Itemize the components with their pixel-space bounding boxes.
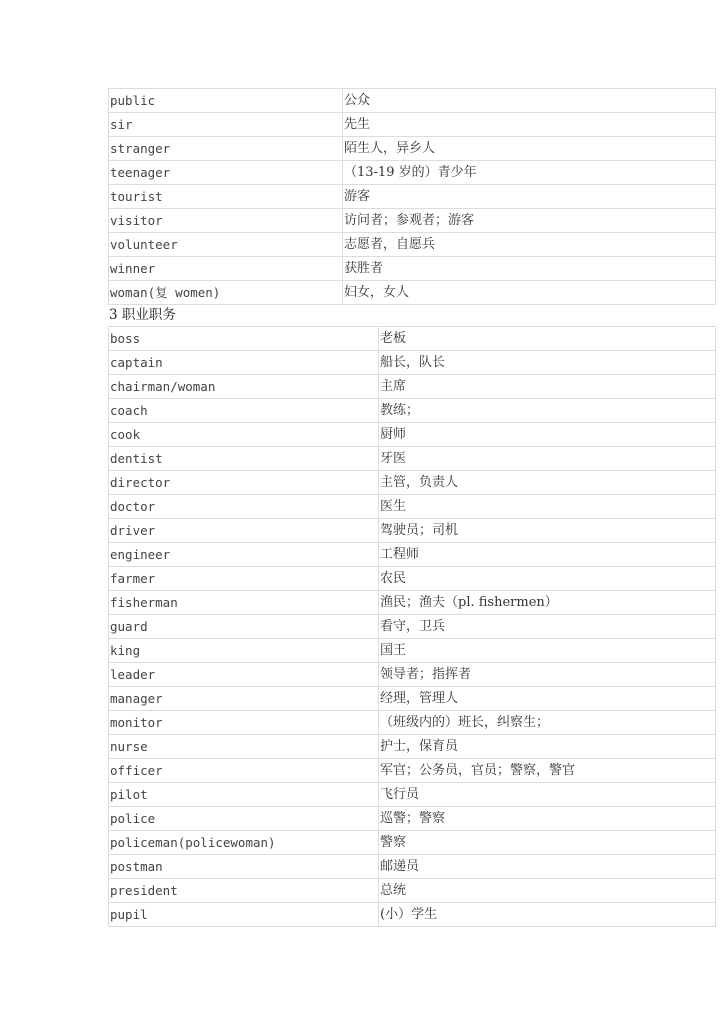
english-word-cell: engineer (109, 543, 379, 567)
english-word-cell: director (109, 471, 379, 495)
chinese-meaning-cell: 游客 (343, 185, 716, 209)
chinese-meaning-cell: 主席 (379, 375, 716, 399)
english-word-cell: manager (109, 687, 379, 711)
chinese-meaning-cell: 看守，卫兵 (379, 615, 716, 639)
chinese-meaning-cell: 主管，负责人 (379, 471, 716, 495)
english-word-cell: fisherman (109, 591, 379, 615)
chinese-meaning-cell: （班级内的）班长，纠察生； (379, 711, 716, 735)
chinese-meaning-cell: 护士，保育员 (379, 735, 716, 759)
english-word-cell: coach (109, 399, 379, 423)
table-row (109, 807, 716, 831)
chinese-meaning-cell: (小）学生 (379, 903, 716, 927)
table-row (109, 257, 716, 281)
english-word-cell: police (109, 807, 379, 831)
table-body (109, 89, 716, 305)
document-page (108, 88, 715, 927)
chinese-meaning-cell: 警察 (379, 831, 716, 855)
chinese-meaning-cell: 访问者；参观者；游客 (343, 209, 716, 233)
table-row (109, 399, 716, 423)
table-row (109, 327, 716, 351)
table-row (109, 281, 716, 305)
table-row (109, 663, 716, 687)
table-row (109, 89, 716, 113)
table-row (109, 495, 716, 519)
table-row (109, 447, 716, 471)
chinese-meaning-cell: 教练； (379, 399, 716, 423)
table-row (109, 351, 716, 375)
chinese-meaning-cell: 医生 (379, 495, 716, 519)
table-row (109, 519, 716, 543)
english-word-cell: chairman/woman (109, 375, 379, 399)
english-word-cell: monitor (109, 711, 379, 735)
english-word-cell: driver (109, 519, 379, 543)
chinese-meaning-cell: 巡警；警察 (379, 807, 716, 831)
section-title: 3 职业职务 (109, 307, 176, 323)
table-row (109, 615, 716, 639)
vocabulary-table-people (108, 88, 716, 305)
english-word-cell: officer (109, 759, 379, 783)
english-word-cell: sir (109, 113, 343, 137)
english-word-cell: volunteer (109, 233, 343, 257)
chinese-meaning-cell: 志愿者，自愿兵 (343, 233, 716, 257)
table-row (109, 759, 716, 783)
english-word-cell: farmer (109, 567, 379, 591)
english-word-cell: president (109, 879, 379, 903)
chinese-meaning-cell: 经理，管理人 (379, 687, 716, 711)
chinese-meaning-cell: 驾驶员；司机 (379, 519, 716, 543)
english-word-cell: visitor (109, 209, 343, 233)
english-word-cell: boss (109, 327, 379, 351)
english-word-cell: captain (109, 351, 379, 375)
chinese-meaning-cell: 先生 (343, 113, 716, 137)
english-word-cell: cook (109, 423, 379, 447)
chinese-meaning-cell: 军官；公务员，官员；警察，警官 (379, 759, 716, 783)
table-row (109, 233, 716, 257)
chinese-meaning-cell: 厨师 (379, 423, 716, 447)
table-row (109, 471, 716, 495)
table-row (109, 783, 716, 807)
table-row (109, 423, 716, 447)
chinese-meaning-cell: 总统 (379, 879, 716, 903)
table-row (109, 711, 716, 735)
english-word-cell: leader (109, 663, 379, 687)
table-row (109, 903, 716, 927)
table-row (109, 591, 716, 615)
chinese-meaning-cell: 工程师 (379, 543, 716, 567)
english-word-cell: tourist (109, 185, 343, 209)
english-word-cell: pilot (109, 783, 379, 807)
chinese-meaning-cell: 渔民；渔夫（pl. fishermen） (379, 591, 716, 615)
table-row (109, 879, 716, 903)
english-word-cell: guard (109, 615, 379, 639)
table-row (109, 185, 716, 209)
table-row (109, 209, 716, 233)
chinese-meaning-cell: 船长，队长 (379, 351, 716, 375)
english-word-cell: woman(复 women) (109, 281, 343, 305)
chinese-meaning-cell: 邮递员 (379, 855, 716, 879)
table-body (109, 327, 716, 927)
english-word-cell: dentist (109, 447, 379, 471)
english-word-cell: winner (109, 257, 343, 281)
table-row (109, 161, 716, 185)
table-row (109, 855, 716, 879)
table-row (109, 567, 716, 591)
vocabulary-table-occupations (108, 326, 716, 927)
chinese-meaning-cell: 公众 (343, 89, 716, 113)
chinese-meaning-cell: （13-19 岁的）青少年 (343, 161, 716, 185)
table-row (109, 831, 716, 855)
table-row (109, 639, 716, 663)
table-row (109, 137, 716, 161)
english-word-cell: king (109, 639, 379, 663)
table-row (109, 687, 716, 711)
chinese-meaning-cell: 陌生人，异乡人 (343, 137, 716, 161)
chinese-meaning-cell: 妇女，女人 (343, 281, 716, 305)
chinese-meaning-cell: 牙医 (379, 447, 716, 471)
english-word-cell: public (109, 89, 343, 113)
table-row (109, 113, 716, 137)
english-word-cell: policeman(policewoman) (109, 831, 379, 855)
english-word-cell: postman (109, 855, 379, 879)
table-row (109, 543, 716, 567)
english-word-cell: doctor (109, 495, 379, 519)
english-word-cell: teenager (109, 161, 343, 185)
english-word-cell: stranger (109, 137, 343, 161)
english-word-cell: nurse (109, 735, 379, 759)
chinese-meaning-cell: 获胜者 (343, 257, 716, 281)
table-row (109, 735, 716, 759)
chinese-meaning-cell: 国王 (379, 639, 716, 663)
chinese-meaning-cell: 领导者；指挥者 (379, 663, 716, 687)
chinese-meaning-cell: 飞行员 (379, 783, 716, 807)
chinese-meaning-cell: 农民 (379, 567, 716, 591)
chinese-meaning-cell: 老板 (379, 327, 716, 351)
english-word-cell: pupil (109, 903, 379, 927)
table-row (109, 375, 716, 399)
